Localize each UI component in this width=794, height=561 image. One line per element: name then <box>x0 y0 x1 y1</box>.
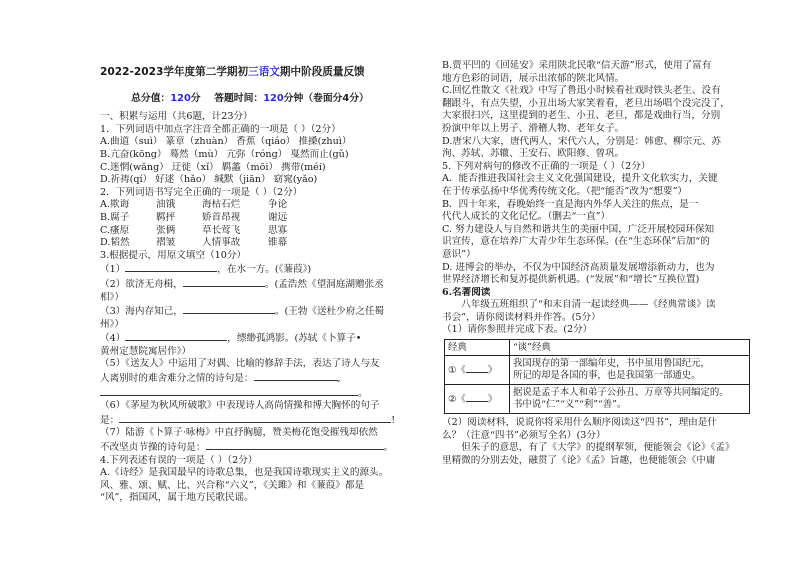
q5-option-d-1: D. 进博会的举办，不仅为中国经济高质量发展增添新动力，也为 <box>442 261 715 273</box>
q2-option-word: A.欺诲 <box>100 199 130 211</box>
table-header-row <box>445 340 750 356</box>
book-close-mark: 》 <box>487 394 498 406</box>
q6-stem: 6.名著阅读 <box>442 286 491 298</box>
q5-option-b-2: 代代人成长的文化记忆。（删去“一直”） <box>442 211 611 223</box>
table-row <box>445 356 750 385</box>
q2-option-row <box>100 225 400 238</box>
q5-option-d-2: 世界经济增长和复苏提供新机遇。(“发展”和“增长”互换位置) <box>442 274 700 286</box>
q3-item-5a: （5）《送友人》中运用了对偶、比喻的修辞手法，表达了诗人与友 <box>100 358 380 370</box>
classics-table <box>444 339 750 414</box>
q3-item-3-cont: 州》） <box>100 318 124 330</box>
q3-item-7a: （7）陆游《卜算子·咏梅》中直抒胸臆，赞美梅花饱受摧残却依然 <box>100 427 378 439</box>
q3-item-4: （4） ，缥缈孤鸿影。(苏轼《卜算子• <box>100 333 362 345</box>
title-highlight: 三语文 <box>248 66 280 78</box>
q2-option-word: 锥幕 <box>268 237 288 249</box>
q2-option-word: 褶皱 <box>156 237 176 249</box>
book-close-mark: 》 <box>487 365 498 377</box>
book-open-mark: ②《 <box>448 394 466 406</box>
q6-intro-1: 八年级五班组织了“和末自清一起读经典——《经典常谈》读 <box>461 299 716 311</box>
q6-material-1: 但朱子的意思，有了《大学》的提纲挈领，便能领会《论》《孟》 <box>461 442 735 454</box>
time-value: 120 <box>263 92 284 104</box>
q2-option-row <box>100 237 400 250</box>
q2-option-word: 海枯石烂 <box>202 199 241 211</box>
q5-stem: 5. 下列对病句的修改不正确的一项是（ ）（2分） <box>442 160 651 172</box>
time-unit: 分钟（卷面分4分） <box>283 92 369 104</box>
answer-blank[interactable] <box>119 413 391 423</box>
desc-line: 所记的却是各国的事，也是我国第一部通史。 <box>513 370 701 382</box>
q1-option-b: B.亢奋(kōng） 蓦然（mù） 亢弥（róng） 戛然而止(gǔ) <box>100 148 349 160</box>
q6-material-2: 里精微的分别去处，融贯了《论》《孟》旨趣，也便能领会《中庸 <box>442 454 716 466</box>
q2-option-word: 娇首昂视 <box>202 211 241 223</box>
desc-line: 据说是孟子本人和弟子公孙丑、万章等共同编定的。 <box>513 387 729 399</box>
desc-line: 我国现存的第一部编年史，书中虽用鲁国纪元， <box>513 358 710 370</box>
q3-1-text: ，在水一方。(《蒹葭》) <box>217 264 312 276</box>
q4-option-d-1: D.唐宋八大家，唐代两人，宋代六人，分别是：韩愈、柳宗元、苏 <box>442 135 722 147</box>
answer-blank[interactable] <box>100 386 358 396</box>
q6-part-2b: 么？（注意“四书”必须写全名）(3分） <box>442 429 606 441</box>
q3-2-pre: （2）欲济无舟楫， <box>100 278 183 290</box>
title-suffix: 期中阶段质量反馈 <box>279 66 365 78</box>
q3-item-4-cont: 黄州定慧院寓居作》） <box>100 345 192 357</box>
q2-option-word: D.韬然 <box>100 237 130 249</box>
q2-option-word: 油饿 <box>156 199 176 211</box>
answer-blank[interactable] <box>183 277 265 287</box>
table-header-classic: 经典 <box>445 340 510 356</box>
q3-item-5c: 。 <box>100 386 400 401</box>
book-open-mark: ①《 <box>448 365 466 377</box>
time-label: 答题时间： <box>214 92 264 104</box>
q4-option-c-2: 翻跟斗，有点失望，小丑出场大家笑着看，老旦出场唱个没完没了， <box>442 97 730 109</box>
table-row <box>445 385 750 414</box>
q4-option-a-2: 风、雅、颂、赋、比、兴合称“六义”，《关雎》和《蒹葭》都是 <box>100 479 365 491</box>
q5-option-b-1: B．四十年来，春晚始终一直是海内外华人关注的焦点，是一 <box>442 198 699 210</box>
q5-option-c-2: 识宣传，意在培养广大青少年生态环保。(在“生态环保”后加“的 <box>442 236 710 248</box>
left-column <box>100 0 400 505</box>
answer-blank[interactable] <box>183 304 275 314</box>
q3-item-1: （1） ，在水一方。(《蒹葭》) <box>100 264 312 276</box>
q3-3-pre: （3）海内存知己， <box>100 306 183 318</box>
q4-stem: 4.下列表述有误的一项是（ ）（2分） <box>100 454 258 466</box>
table-cell-desc-1 <box>510 356 750 385</box>
answer-blank[interactable] <box>466 392 488 402</box>
q3-item-2-cont: 相》） <box>100 291 124 303</box>
q2-stem: 2．下列词语书写完全正确的一项是（ ）（2分） <box>100 186 303 198</box>
q4-option-b-1: B.贾平凹的《回延安》采用陕北民歌“信天游”形式，使用了富有 <box>442 60 712 71</box>
q5-option-c-1: C. 努力建设人与自然和谐共生的美丽中国，广泛开展校园环保知 <box>442 223 715 235</box>
answer-blank[interactable] <box>125 331 227 341</box>
title-prefix: 2022-2023学年度第二学期初 <box>100 66 249 78</box>
q1-option-c: C.迷惘(wǎng） 迂徙（xǐ） 羁蠡（mōi） 携带(méi) <box>100 161 326 173</box>
total-unit: 分 <box>190 92 201 104</box>
table-cell-blank-1 <box>445 356 510 385</box>
q5-option-a-2: 在于传承弘扬中华优秀传统文化。（把“能否”改为“想要”） <box>442 185 688 197</box>
answer-blank[interactable] <box>206 440 384 450</box>
q3-5-text: 人离别时的难舍难分之情的诗句是： <box>100 373 254 385</box>
q2-option-word: 草长莺飞 <box>202 224 241 236</box>
q3-2-post: 。(孟浩然《望洞庭湖赠张丞 <box>264 278 384 290</box>
q4-option-a-1: A.《诗经》是我国最早的诗歌总集，也是我国诗歌现实主义的源头。 <box>100 467 389 479</box>
q3-item-7b: 不改坚贞节操的诗句是： 。 <box>100 442 394 454</box>
exam-title <box>100 66 400 79</box>
table-cell-blank-2 <box>445 385 510 414</box>
score-line <box>100 93 400 106</box>
q2-option-word: 张俩 <box>156 224 176 236</box>
q2-option-word: 争论 <box>268 199 288 211</box>
q4-option-b-2: 地方色彩的词语，展示出浓郁的陕北风情。 <box>442 72 625 84</box>
q2-option-row <box>100 212 400 225</box>
q6-intro-2: 书会”，请你阅读材料并作答。(5分） <box>442 311 601 323</box>
q3-7-text: 不改坚贞节操的诗句是： <box>100 442 206 454</box>
q2-option-row <box>100 199 400 212</box>
q3-stem: 3.根据提示，用原文填空（10分） <box>100 249 247 261</box>
q6-part-1: （1）请你参照并完成下表。(2分） <box>442 324 593 336</box>
q3-item-3 <box>100 304 400 319</box>
q5-option-c-3: 意识”） <box>442 248 476 260</box>
q3-item-6: （6）《茅屋为秋风所破歌》中表现诗人高尚情操和博大胸怀的句子 <box>100 400 380 412</box>
table-header-talk: “谈”经典 <box>510 340 750 356</box>
q3-3-post: 。(王勃《送杜少府之任蜀 <box>274 306 385 318</box>
q2-options <box>100 199 400 249</box>
answer-blank[interactable] <box>254 371 338 381</box>
q6-part-2a: （2）阅读材料，说说你将采用什么顺序阅读这“四书”，理由是什 <box>442 417 717 429</box>
q4-option-c-3: 大家很扫兴，这里提到的老生、小丑、老旦，都是戏曲行当，分别 <box>442 110 721 122</box>
q2-option-word: 思寡 <box>268 224 288 236</box>
section-heading: 一、积累与运用（共6题，计23分） <box>100 111 253 123</box>
total-value: 120 <box>170 92 191 104</box>
desc-line: 书中说“仁”“义”“利”“善”。 <box>513 399 627 411</box>
q4-option-c-4: 扮演中年以上男子、滑稽人物、老年女子。 <box>442 122 625 134</box>
q3-4-post: ，缥缈孤鸿影。(苏轼《卜算子• <box>227 333 362 345</box>
q1-stem: 1．下列词语中加点字注音全都正确的一项是（ ）（2分） <box>100 123 341 135</box>
q3-item-5b: 人离别时的难舍难分之情的诗句是： , <box>100 373 341 385</box>
right-column <box>442 0 754 467</box>
answer-blank[interactable] <box>466 363 488 373</box>
q2-option-word: 人情事故 <box>202 237 241 249</box>
q1-option-a: A.曲道（suì） 篆章（zhuàn） 香蕉（qiáo） 推搡(zhuì） <box>100 136 352 148</box>
q4-option-d-2: 洵、苏轼、苏辙、王安石、欧阳修、曾巩。 <box>442 148 625 160</box>
q2-option-word: 羁抨 <box>156 211 176 223</box>
q2-option-word: 谢远 <box>268 211 288 223</box>
q1-option-d: D.祈祷(qí） 好逑（hǎo） 缄默（jiān） 窈窕(yǎo) <box>100 174 318 186</box>
q3-6-pre: 是： <box>100 414 120 426</box>
q2-option-word: C.瘙原 <box>100 224 130 236</box>
table-cell-desc-2 <box>510 385 750 414</box>
answer-blank[interactable] <box>125 262 217 272</box>
q4-option-c-1: C.回忆性散文《社戏》中写了鲁迅小时候看社戏时铁头老生、没有 <box>442 85 721 97</box>
q3-item-6b: 是： ! <box>100 414 396 426</box>
q5-option-a-1: A．能否推进我国社会主义文化强国建设，提升文化软实力，关键 <box>442 173 718 185</box>
q3-item-2 <box>100 277 400 292</box>
q2-option-word: B.腐子 <box>100 211 130 223</box>
total-label: 总分值： <box>131 92 171 104</box>
q4-option-a-3: “风”，指国风，属于地方民歌民谣。 <box>100 492 254 504</box>
